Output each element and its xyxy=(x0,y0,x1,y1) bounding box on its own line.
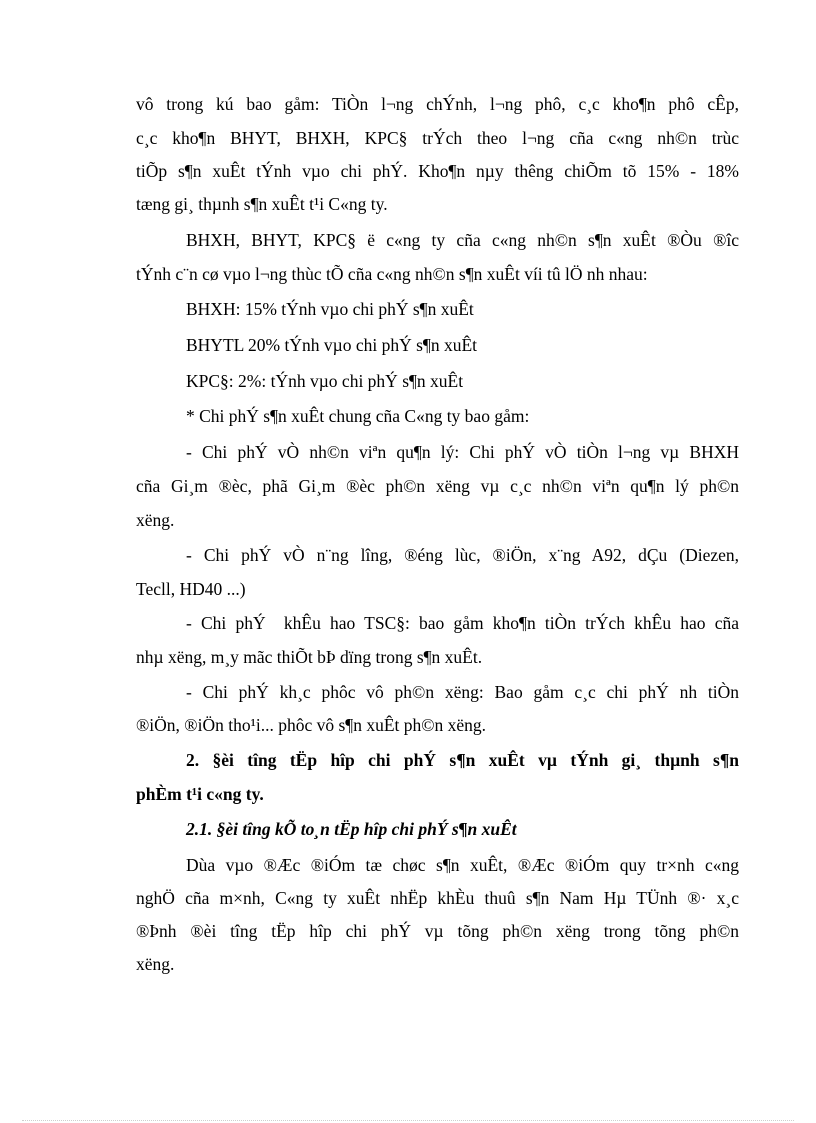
body-text-line: tÝnh c¨n cø vµo l¬ng thùc tÕ cña c«ng nh©n s¶n xuÊt víi tû lÖ nh nhau: xyxy=(136,264,648,284)
body-text-line: cña Gi¸m ®èc, phã Gi¸m ®èc ph©n xëng vµ c¸c nh©n viªn qu¶n lý ph©n xyxy=(136,476,739,496)
body-text-line: ®iÖn, ®iÖn tho¹i... phôc vô s¶n xuÊt ph©n xëng. xyxy=(136,715,487,735)
general-cost-heading: * Chi phÝ s¶n xuÊt chung cña C«ng ty bao gåm: xyxy=(186,406,530,426)
body-text-line: - Chi phÝ vÒ nh©n viªn qu¶n lý: Chi phÝ vÒ tiÒn l¬ng vµ BHXH xyxy=(186,442,739,462)
body-text-line: Dùa vµo ®Æc ®iÓm tæ chøc s¶n xuÊt, ®Æc ®iÓm quy tr×nh c«ng xyxy=(186,855,739,875)
body-text-line: - Chi phÝ khÊu hao TSC§: bao gåm kho¶n tiÒn trÝch khÊu hao cña xyxy=(186,613,739,633)
body-text-line: BHXH, BHYT, KPC§ ë c«ng ty cña c«ng nh©n s¶n xuÊt ®Òu ®îc xyxy=(186,230,739,250)
page-bottom-rule xyxy=(22,1120,794,1121)
subsection-heading: 2.1. §èi tîng kÕ to¸n tËp hîp chi phÝ s¶n xuÊt xyxy=(186,819,517,839)
body-text-line: nhµ xëng, m¸y mãc thiÕt bÞ dïng trong s¶n xuÊt. xyxy=(136,647,483,667)
body-text-line: tæng gi¸ thµnh s¶n xuÊt t¹i C«ng ty. xyxy=(136,194,388,214)
body-text-line: nghÖ cña m×nh, C«ng ty xuÊt nhËp khÈu thuû s¶n Nam Hµ TÜnh ®· x¸c xyxy=(136,888,739,908)
bhxh-rate-line: BHXH: 15% tÝnh vµo chi phÝ s¶n xuÊt xyxy=(186,299,474,319)
kpcd-rate-line: KPC§: 2%: tÝnh vµo chi phÝ s¶n xuÊt xyxy=(186,371,464,391)
section-heading: 2. §èi tîng tËp hîp chi phÝ s¶n xuÊt vµ tÝnh gi¸ thµnh s¶n xyxy=(186,750,739,770)
body-text-line: c¸c kho¶n BHYT, BHXH, KPC§ trÝch theo l¬ng cña c«ng nh©n trùc xyxy=(136,128,739,148)
body-text-line: xëng. xyxy=(136,954,175,974)
body-text-line: - Chi phÝ kh¸c phôc vô ph©n xëng: Bao gåm c¸c chi phÝ nh tiÒn xyxy=(186,682,739,702)
section-heading: phÈm t¹i c«ng ty. xyxy=(136,784,264,804)
body-text-line: - Chi phÝ vÒ n¨ng lîng, ®éng lùc, ®iÖn, x¨ng A92, dÇu (Diezen, xyxy=(186,545,739,565)
bhytl-rate-line: BHYTL 20% tÝnh vµo chi phÝ s¶n xuÊt xyxy=(186,335,478,355)
body-text-line: Tecll, HD40 ...) xyxy=(136,579,246,599)
body-text-line: xëng. xyxy=(136,510,175,530)
body-text-line: ®Þnh ®èi tîng tËp hîp chi phÝ vµ tõng ph©n xëng trong tõng ph©n xyxy=(136,921,739,941)
body-text-line: vô trong kú bao gåm: TiÒn l¬ng chÝnh, l¬ng phô, c¸c kho¶n phô cÊp, xyxy=(136,94,739,114)
body-text-line: tiÕp s¶n xuÊt tÝnh vµo chi phÝ. Kho¶n nµy thêng chiÕm tõ 15% - 18% xyxy=(136,161,739,181)
